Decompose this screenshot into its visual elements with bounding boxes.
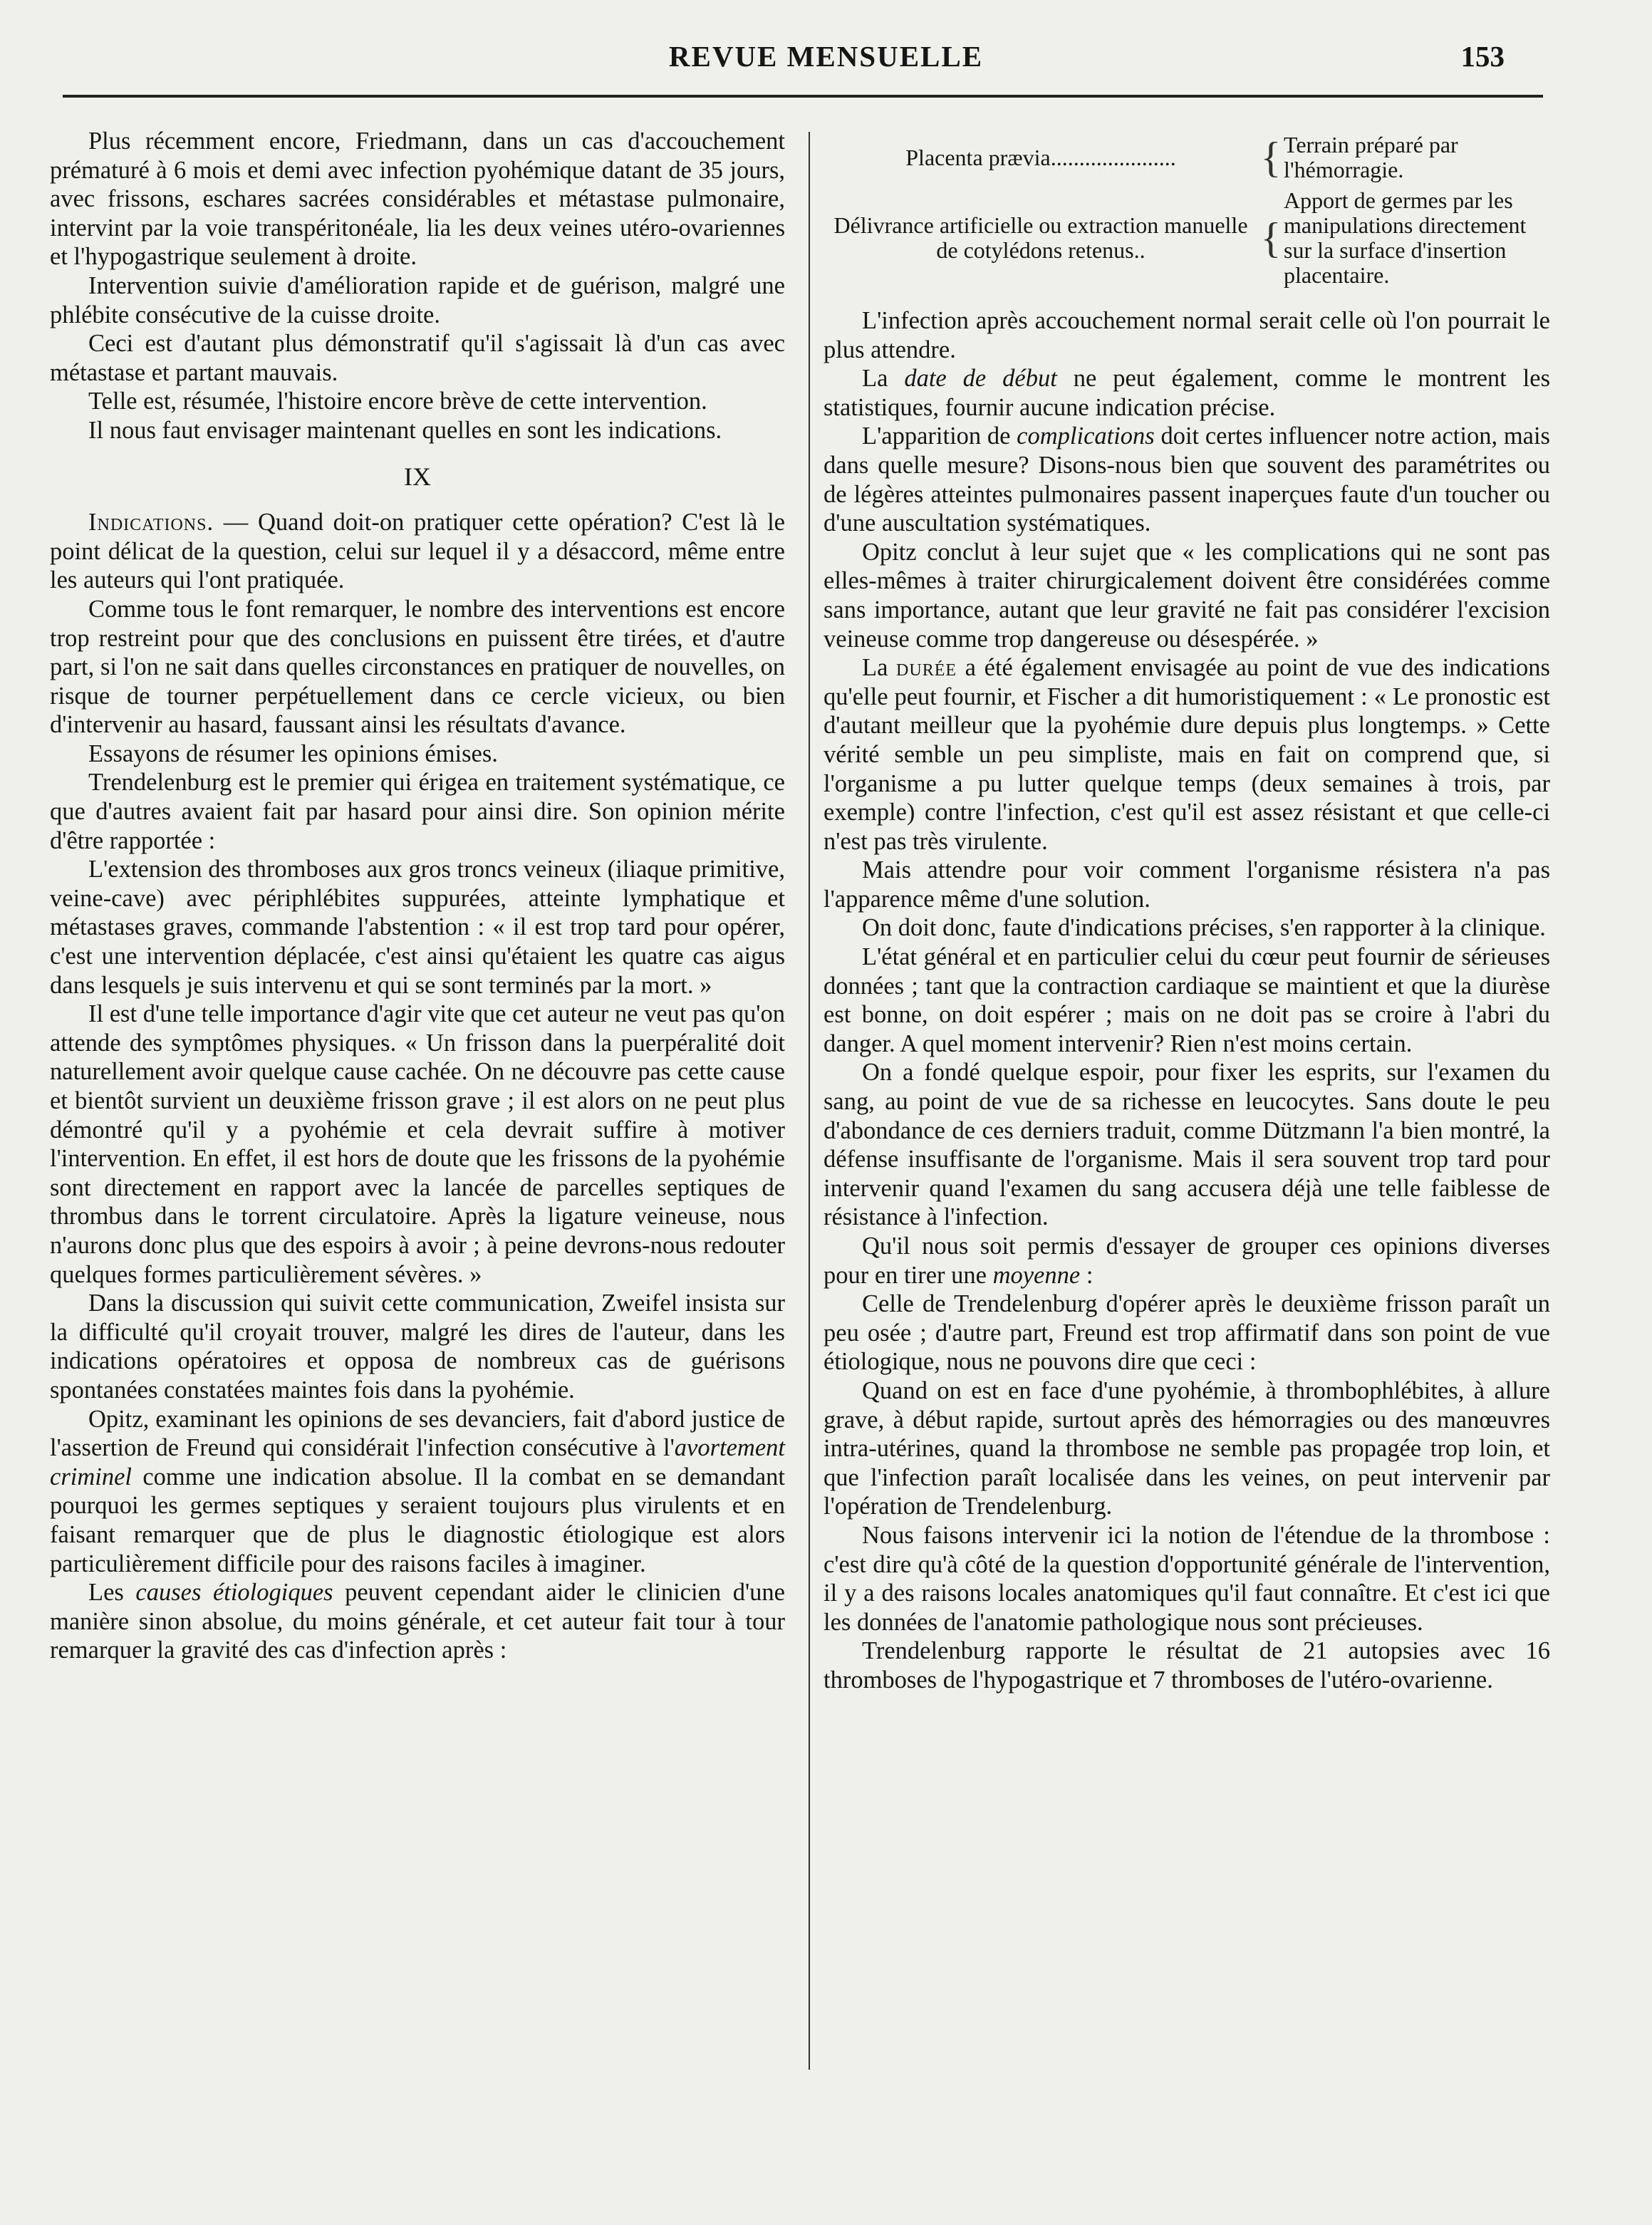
paragraph: L'extension des thromboses aux gros troncs veineux (iliaque primitive, veine-cave) avec périphlébites suppurées, atteinte lymphatique et métastases graves, commande l'abstention : « il est trop tard pour opérer, c'est une intervention déplacée, c'est ainsi qu'étaient les quatre cas aigus dans lesquels je suis intervenu et qui se sont terminés par la mort. » [50, 856, 785, 999]
header-rule [63, 95, 1543, 98]
cause-cell: Délivrance artificielle ou extraction manuelle de cotylédons retenus.. [833, 212, 1248, 263]
paragraph [824, 1232, 1550, 1290]
paragraph: Trendelenburg est le premier qui érigea en traitement systématique, ce que d'autres avaient fait par hasard pour ainsi dire. Son opinion mérite d'être rapportée : [50, 769, 785, 854]
run-in-heading: Indications. [88, 509, 214, 536]
table-row [824, 185, 1550, 291]
paragraph: Il est d'une telle importance d'agir vite que cet auteur ne veut pas qu'on attende des symptômes physiques. « Un frisson dans la puerpéralité doit naturellement avoir quelque cause cachée. On ne découvre pas cette cause et bientôt survient un deuxième frisson grave ; il est alors on ne peut plus démontré qu'il y a pyohémie et cela devrait suffire à motiver l'intervention. En effet, il est hors de doute que les frissons de la pyohémie sont directement en rapport avec la lancée de parcelles septiques de thrombus dans le torrent circulatoire. Après la ligature veineuse, nous n'aurons donc plus que des espoirs à avoir ; à peine devrons-nous redouter quelques formes particulièrement sévères. » [50, 1000, 785, 1288]
paragraph: Celle de Trendelenburg d'opérer après le deuxième frisson paraît un peu osée ; d'autre part, Freund est trop affirmatif dans son point de vue étiologique, nous ne pouvons dire que ceci : [824, 1290, 1550, 1376]
paragraph: Il nous faut envisager maintenant quelles en sont les indications. [88, 416, 722, 444]
paragraph [824, 653, 1550, 856]
paragraph [50, 1405, 785, 1579]
cause-cell: Placenta prævia...................... [905, 144, 1176, 170]
running-head [0, 39, 1652, 82]
indications-table [824, 130, 1550, 291]
running-title: REVUE MENSUELLE [668, 40, 984, 73]
paragraph: On a fondé quelque espoir, pour fixer les esprits, sur l'examen du sang, au point de vue de sa richesse en leucocytes. Sans doute le peu d'abondance de ces derniers traduit, comme Dützmann l'a bien montré, la défense insuffisante de l'organisme. Mais il sera souvent trop tard pour intervenir quand l'examen du sang accusera déjà une telle faiblesse de résistance à l'infection. [824, 1059, 1550, 1231]
paragraph-text: : [1080, 1261, 1093, 1289]
section-heading: IX [404, 462, 431, 491]
paragraph [50, 508, 785, 595]
paragraph-text: a été également envisagée au point de vue des indications qu'elle peut fournir, et Fischer a dit humoristiquement : « Le pronostic est d'autant meilleur que la pyohémie dure depuis plus longtemps. » Cette vérité semble un peu simpliste, mais en fait on comprend que, si l'organisme a pu lutter quelque temps (deux semaines à trois, par exemple) contre l'infection, c'est qu'il est assez résistant et que celle-ci n'est pas très virulente. [824, 654, 1550, 855]
paragraph: Nous faisons intervenir ici la notion de l'étendue de la thrombose : c'est dire qu'à côté de la question d'opportunité générale de l'intervention, il y a des raisons locales anatomiques qu'il faut connaître. Et c'est ici que les données de l'anatomie pathologique nous sont précieuses. [824, 1521, 1550, 1636]
paragraph-text: La [862, 365, 905, 393]
emphasis: avortement criminel [50, 1434, 785, 1490]
paragraph-text: Qu'il nous soit permis d'essayer de grouper ces opinions diverses pour en tirer une [824, 1233, 1550, 1289]
paragraph: Ceci est d'autant plus démonstratif qu'il s'agissait là d'un cas avec métastase et partant mauvais. [50, 330, 785, 386]
paragraph: On doit donc, faute d'indications précises, s'en rapporter à la clinique. [862, 914, 1546, 942]
left-column [50, 127, 785, 1665]
paragraph: Comme tous le font remarquer, le nombre des interventions est encore trop restreint pour que des conclusions en puissent être tirées, et d'autre part, si l'on ne sait dans quelles circonstances en pratiquer de nouvelles, on risque de tourner perpétuellement dans ce cercle vicieux, ou bien d'intervenir au hasard, faussant ainsi les résultats d'avance. [50, 595, 785, 739]
paragraph-text: ne peut également, comme le montrent les statistiques, fournir aucune indication précise. [824, 365, 1551, 421]
paragraph: Quand on est en face d'une pyohémie, à thrombophlébites, à allure grave, à début rapide, surtout après des hémorragies ou des manœuvres intra-utérines, quand la thrombose ne semble pas propagée trop loin, et que l'infection paraît localisée dans les veines, on peut intervenir par l'opération de Trendelenburg. [824, 1376, 1550, 1520]
brace: { [1260, 133, 1282, 181]
emphasis: date de début [904, 365, 1057, 393]
effect-cell: Apport de germes par les manipulations directement sur la surface d'insertion placentaire. [1284, 187, 1527, 288]
brace: { [1260, 214, 1282, 261]
paragraph: Essayons de résumer les opinions émises. [88, 740, 498, 767]
paragraph: L'état général et en particulier celui du cœur peut fournir de sérieuses données ; tant que la contraction cardiaque se maintient et que la diurèse est bonne, on doit espérer ; mais on ne doit pas se croire à l'abri du danger. A quel moment intervenir? Rien n'est moins certain. [824, 943, 1550, 1057]
paragraph-text: peuvent cependant aider le clinicien d'une manière sinon absolue, du moins générale, et cet auteur fait tour à tour remarquer la gravité des cas d'infection après : [50, 1579, 785, 1664]
paragraph: Opitz conclut à leur sujet que « les complications qui ne sont pas elles-mêmes à traiter chirurgicalement doivent être considérées comme sans importance, autant que leur gravité ne fait pas considérer l'excision veineuse comme trop dangereuse ou désespérée. » [824, 538, 1550, 653]
paragraph-text: — Quand doit-on pratiquer cette opération? C'est là le point délicat de la question, celui sur lequel il y a désaccord, même entre les auteurs qui l'ont pratiquée. [50, 509, 785, 594]
paragraph: Mais attendre pour voir comment l'organisme résistera n'a pas l'apparence même d'une solution. [824, 856, 1550, 913]
paragraph: Trendelenburg rapporte le résultat de 21 autopsies avec 16 thromboses de l'hypogastrique et 7 thromboses de l'utéro-ovarienne. [824, 1637, 1550, 1694]
small-caps-term: durée [896, 654, 957, 682]
effect-cell: Terrain préparé par l'hémorragie. [1284, 132, 1458, 182]
paragraph: Dans la discussion qui suivit cette communication, Zweifel insista sur la difficulté qu'il croyait trouver, malgré les dires de l'auteur, dans les indications opératoires et opposa de nombreux cas de guérisons spontanées constatées maintes fois dans la pyohémie. [50, 1290, 785, 1404]
paragraph-text: comme une indication absolue. Il la combat en se demandant pourquoi les germes septiques y seraient toujours plus virulents et en faisant remarquer que de plus le diagnostic étiologique est alors particulièrement difficile pour des raisons faciles à imaginer. [50, 1463, 785, 1577]
page-number: 153 [1460, 40, 1505, 73]
paragraph-text: L'apparition de [862, 422, 1017, 450]
paragraph [824, 422, 1550, 537]
paragraph: Telle est, résumée, l'histoire encore brève de cette intervention. [88, 388, 707, 415]
emphasis: causes étiologiques [135, 1579, 333, 1607]
emphasis: complications [1017, 422, 1155, 450]
paragraph-text: La [862, 654, 897, 682]
paragraph: L'infection après accouchement normal serait celle où l'on pourrait le plus attendre. [824, 307, 1550, 363]
paragraph-text: doit certes influencer notre action, mais dans quelle mesure? Disons-nous bien que souvent des paramétrites ou de légères atteintes pulmonaires passent inaperçues faute d'un toucher ou d'une auscultation systématiques. [824, 422, 1550, 537]
paragraph [824, 364, 1550, 422]
column-divider [809, 132, 810, 2070]
paragraph-text: Les [88, 1579, 136, 1607]
right-column [824, 127, 1550, 1695]
paragraph-text: Opitz, examinant les opinions de ses devanciers, fait d'abord justice de l'assertion de Freund qui considérait l'infection consécutive à l' [50, 1405, 785, 1462]
paragraph: Plus récemment encore, Friedmann, dans un cas d'accouchement prématuré à 6 mois et demi avec infection pyohémique datant de 35 jours, avec frissons, eschares sacrées considérables et métastase pulmonaire, intervint par la voie transpéritonéale, lia les deux veines utéro-ovariennes et l'hypogastrique seulement à droite. [50, 128, 785, 271]
table-row [824, 130, 1550, 185]
emphasis: moyenne [992, 1261, 1081, 1289]
paragraph [50, 1578, 785, 1665]
paragraph: Intervention suivie d'amélioration rapide et de guérison, malgré une phlébite consécutive de la cuisse droite. [50, 271, 785, 328]
